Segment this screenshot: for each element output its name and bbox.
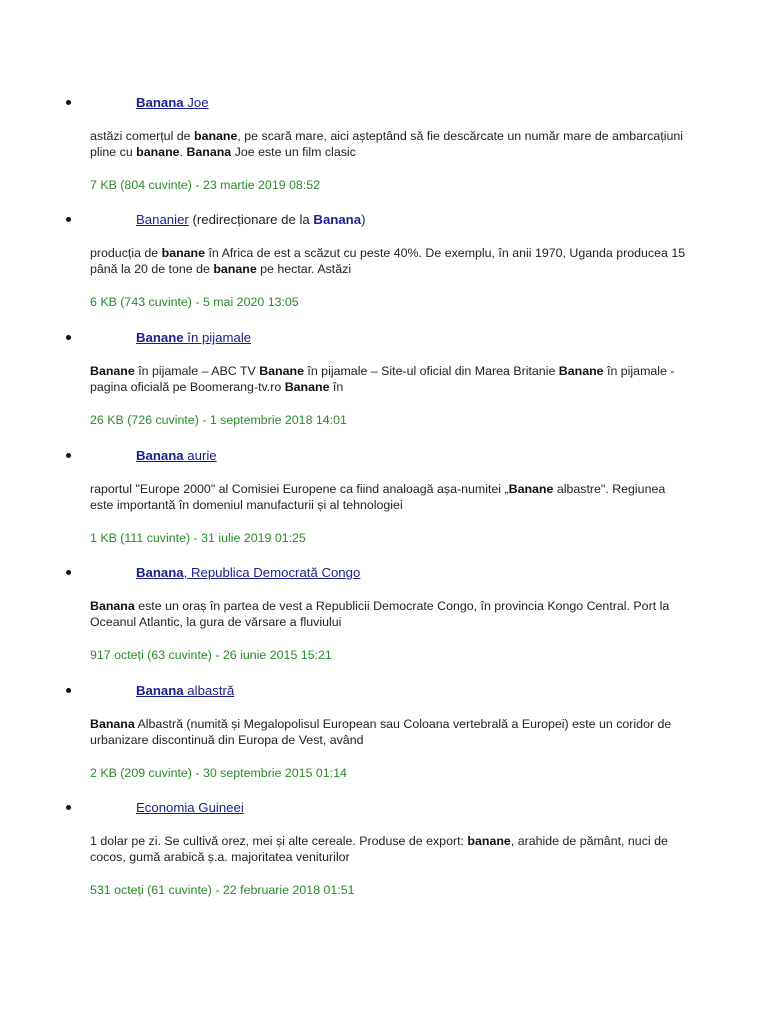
snippet-text: în pijamale - pagina oficială pe Boomerang-tv.ro [90, 364, 675, 394]
result-meta: 917 octeți (63 cuvinte) - 26 iunie 2015 15:21 [90, 648, 332, 662]
snippet-highlight: Banane [508, 482, 554, 496]
result-title-text: Joe [183, 95, 209, 110]
snippet-highlight: banane [161, 246, 206, 260]
result-title-text: aurie [183, 448, 217, 463]
bullet-icon [66, 688, 71, 693]
result-title-highlight: Banane [136, 330, 184, 345]
result-title-link[interactable] [136, 448, 217, 463]
snippet-text: , pe scară mare, aici așteptând să fie descărcate un număr mare de ambarcațiuni pline cu [90, 129, 683, 159]
result-snippet [90, 598, 690, 630]
result-title-highlight: Banana [136, 565, 184, 580]
result-meta: 6 KB (743 cuvinte) - 5 mai 2020 13:05 [90, 295, 299, 309]
result-snippet [90, 128, 690, 160]
snippet-highlight: Banane [90, 364, 135, 378]
snippet-text: raportul "Europe 2000" al Comisiei Europene ca fiind analoagă așa-numitei „ [90, 482, 509, 496]
result-snippet [90, 716, 690, 748]
snippet-text: în Africa de est a scăzut cu peste 40%. De exemplu, în anii 1970, Uganda producea 15 până la 20 de tone de [90, 246, 686, 276]
snippet-text: este un oraș în partea de vest a Republicii Democrate Congo, în provincia Kongo Central. Port la Oceanul Atlantic, la gura de vărsare a fluviului [90, 599, 670, 629]
result-title [136, 94, 209, 111]
bullet-icon [66, 570, 71, 575]
snippet-text: pe hectar. Astăzi [256, 262, 352, 276]
result-title [136, 564, 360, 581]
result-title [136, 329, 251, 346]
result-title-highlight: Banana [136, 448, 184, 463]
bullet-icon [66, 217, 71, 222]
result-title [136, 211, 365, 228]
redirect-source: Banana [313, 212, 362, 227]
result-meta: 1 KB (111 cuvinte) - 31 iulie 2019 01:25 [90, 531, 306, 545]
bullet-icon [66, 100, 71, 105]
result-title-link[interactable] [136, 565, 360, 580]
redirect-suffix: ) [361, 212, 366, 227]
snippet-text: Albastră (numită și Megalopolisul European sau Coloana vertebrală a Europei) este un coridor de urbanizare discontinuă din Europa de Vest, având [90, 717, 672, 747]
result-snippet [90, 481, 690, 513]
result-title-highlight: Banana [136, 95, 184, 110]
snippet-text: 1 dolar pe zi. Se cultivă orez, mei și alte cereale. Produse de export: [90, 834, 468, 848]
redirect-note [189, 212, 366, 227]
snippet-highlight: banane [136, 145, 180, 159]
bullet-icon [66, 805, 71, 810]
snippet-highlight: banane [213, 262, 257, 276]
result-snippet [90, 245, 690, 277]
snippet-highlight: Banana [90, 599, 135, 613]
result-title-text: albastră [183, 683, 235, 698]
result-title-highlight: Banana [136, 683, 184, 698]
result-snippet [90, 363, 690, 395]
snippet-text: . [179, 145, 187, 159]
snippet-text: albastre". Regiunea este importantă în domeniul manufacturii și al tehnologiei [90, 482, 666, 512]
result-title-link[interactable] [136, 330, 251, 345]
result-title-text: , Republica Democrată Congo [183, 565, 361, 580]
result-meta: 7 KB (804 cuvinte) - 23 martie 2019 08:52 [90, 178, 321, 192]
snippet-highlight: banane [467, 834, 511, 848]
bullet-icon [66, 453, 71, 458]
redirect-prefix: (redirecționare de la [188, 212, 314, 227]
result-meta: 2 KB (209 cuvinte) - 30 septembrie 2015 01:14 [90, 766, 347, 780]
result-title-link[interactable] [136, 95, 209, 110]
result-snippet [90, 833, 690, 865]
bullet-icon [66, 335, 71, 340]
result-title-text: în pijamale [183, 330, 252, 345]
snippet-text: în pijamale – ABC TV [134, 364, 260, 378]
snippet-text: în [329, 380, 344, 394]
snippet-text: , arahide de pământ, nuci de cocos, gumă arabică ș.a. majoritatea veniturilor [90, 834, 668, 864]
result-title-link[interactable] [136, 800, 244, 815]
snippet-highlight: Banana [186, 145, 232, 159]
snippet-text: Joe este un film clasic [231, 145, 356, 159]
result-title-link[interactable] [136, 683, 234, 698]
result-title-text: Bananier [136, 212, 189, 227]
snippet-highlight: Banane [284, 380, 330, 394]
snippet-text: astăzi comerțul de [90, 129, 194, 143]
result-meta: 531 octeți (61 cuvinte) - 22 februarie 2018 01:51 [90, 883, 355, 897]
snippet-text: producția de [90, 246, 162, 260]
result-title-text: Economia Guineei [136, 800, 244, 815]
snippet-text: în pijamale – Site-ul oficial din Marea Britanie [303, 364, 559, 378]
snippet-highlight: Banane [259, 364, 304, 378]
result-title [136, 682, 234, 699]
result-title-link[interactable] [136, 212, 189, 227]
result-title [136, 799, 244, 816]
result-meta: 26 KB (726 cuvinte) - 1 septembrie 2018 14:01 [90, 413, 347, 427]
snippet-highlight: banane [194, 129, 238, 143]
snippet-highlight: Banane [558, 364, 604, 378]
snippet-highlight: Banana [90, 717, 135, 731]
result-title [136, 447, 217, 464]
